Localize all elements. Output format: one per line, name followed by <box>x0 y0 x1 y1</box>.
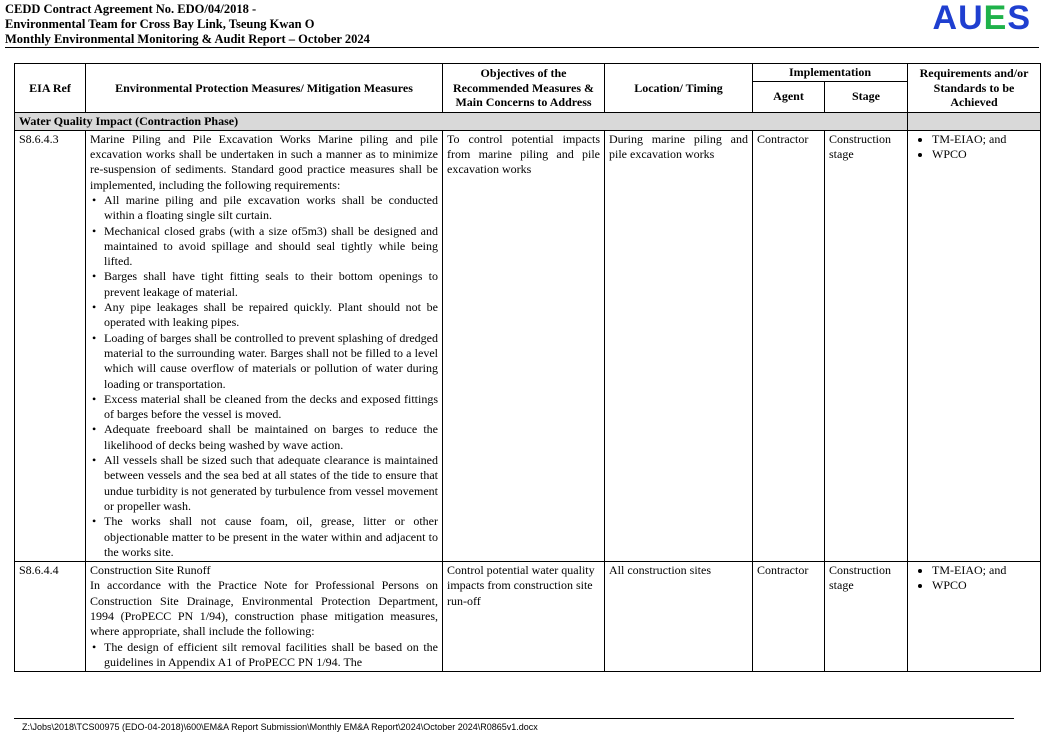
measure-bullet: • Barges shall have tight fitting seals to their bottom openings to prevent leakage of material. <box>104 269 438 300</box>
aues-logo: AUES <box>932 0 1031 37</box>
location-cell: During marine piling and pile excavation works <box>605 130 753 561</box>
section-blank-cell <box>908 112 1041 130</box>
measure-bullet: • The design of efficient silt removal facilities shall be based on the guidelines in Appendix A1 of ProPECC PN 1/94. The <box>104 640 438 671</box>
col-header-agent: Agent <box>753 81 825 112</box>
requirement-item: • TM-EIAO; and <box>932 563 1036 578</box>
objective-cell: To control potential impacts from marine piling and pile excavation works <box>443 130 605 561</box>
page-header <box>5 2 1039 48</box>
requirement-item: • WPCO <box>932 147 1036 162</box>
col-header-implementation: Implementation <box>753 64 908 82</box>
stage-cell: Construction stage <box>825 130 908 561</box>
objective-cell: Control potential water quality impacts from construction site run-off <box>443 562 605 672</box>
report-title: Monthly Environmental Monitoring & Audit Report – October 2024 <box>5 32 370 46</box>
col-header-requirements: Requirements and/or Standards to be Achieved <box>908 64 1041 113</box>
measure-bullet: • Mechanical closed grabs (with a size of5m3) shall be designed and maintained to avoid spillage and should seal tightly while being lifted. <box>104 224 438 270</box>
footer-divider <box>14 718 1014 719</box>
requirements-list <box>912 563 1036 594</box>
project-title: Environmental Team for Cross Bay Link, Tseung Kwan O <box>5 17 315 31</box>
measure-bullet: • Any pipe leakages shall be repaired quickly. Plant should not be operated with leaking pipes. <box>104 300 438 331</box>
footer-file-path: Z:\Jobs\2018\TCS00975 (EDO-04-2018)\600\EM&A Report Submission\Monthly EM&A Report\2024\October 2024\R0865v1.docx <box>22 722 538 732</box>
measures-cell <box>86 130 443 561</box>
section-row <box>15 112 1041 130</box>
measure-bullet: • The works shall not cause foam, oil, grease, litter or other objectionable matter to be present in the water within and adjacent to the works site. <box>104 514 438 560</box>
requirements-cell <box>908 562 1041 672</box>
location-cell: All construction sites <box>605 562 753 672</box>
mitigation-measures-table <box>14 63 1041 672</box>
measure-bullet: • Excess material shall be cleaned from the decks and exposed fittings of barges before the vessel is moved. <box>104 392 438 423</box>
measure-intro: Marine Piling and Pile Excavation Works Marine piling and pile excavation works shall be undertaken in such a manner as to minimize re-suspension of sediments. Standard good practice measures shall be implemented, including the following requirements: <box>90 131 438 192</box>
requirement-item: • WPCO <box>932 578 1036 593</box>
eia-ref-cell: S8.6.4.4 <box>15 562 86 672</box>
col-header-eia-ref: EIA Ref <box>15 64 86 113</box>
section-title: Water Quality Impact (Contraction Phase) <box>15 112 908 130</box>
col-header-measures: Environmental Protection Measures/ Mitigation Measures <box>86 64 443 113</box>
table-header-row <box>15 64 1041 82</box>
measures-cell <box>86 562 443 672</box>
col-header-stage: Stage <box>825 81 908 112</box>
stage-cell: Construction stage <box>825 562 908 672</box>
table-row <box>15 130 1041 561</box>
header-divider <box>5 47 1039 48</box>
measure-bullet-list <box>90 640 438 671</box>
measure-bullet: • All marine piling and pile excavation works shall be conducted within a floating single silt curtain. <box>104 193 438 224</box>
measure-bullet: • Adequate freeboard shall be maintained on barges to reduce the likelihood of decks being washed by wave action. <box>104 422 438 453</box>
requirements-cell <box>908 130 1041 561</box>
measure-bullet: • All vessels shall be sized such that adequate clearance is maintained between vessels and the sea bed at all states of the tide to ensure that undue turbidity is not generated by turbulence from vessel movement or propeller wash. <box>104 453 438 514</box>
col-header-objectives: Objectives of the Recommended Measures & Main Concerns to Address <box>443 64 605 113</box>
agent-cell: Contractor <box>753 562 825 672</box>
table-row <box>15 562 1041 672</box>
contract-number: CEDD Contract Agreement No. EDO/04/2018 - <box>5 2 257 16</box>
measure-title: Construction Site Runoff <box>90 563 211 578</box>
agent-cell: Contractor <box>753 130 825 561</box>
requirement-item: • TM-EIAO; and <box>932 132 1036 147</box>
col-header-location: Location/ Timing <box>605 64 753 113</box>
measure-bullet: • Loading of barges shall be controlled to prevent splashing of dredged material to the surrounding water. Barges shall not be filled to a level which will cause overflow of materials or pollution of water during loading or transportation. <box>104 331 438 392</box>
requirements-list <box>912 132 1036 163</box>
eia-ref-cell: S8.6.4.3 <box>15 130 86 561</box>
measure-intro: In accordance with the Practice Note for Professional Persons on Construction Site Drainage, Environmental Protection Department, 1994 (ProPECC PN 1/94), construction phase mitigation measures, where appropriate, shall include the following: <box>90 578 438 639</box>
measure-bullet-list <box>90 193 438 560</box>
